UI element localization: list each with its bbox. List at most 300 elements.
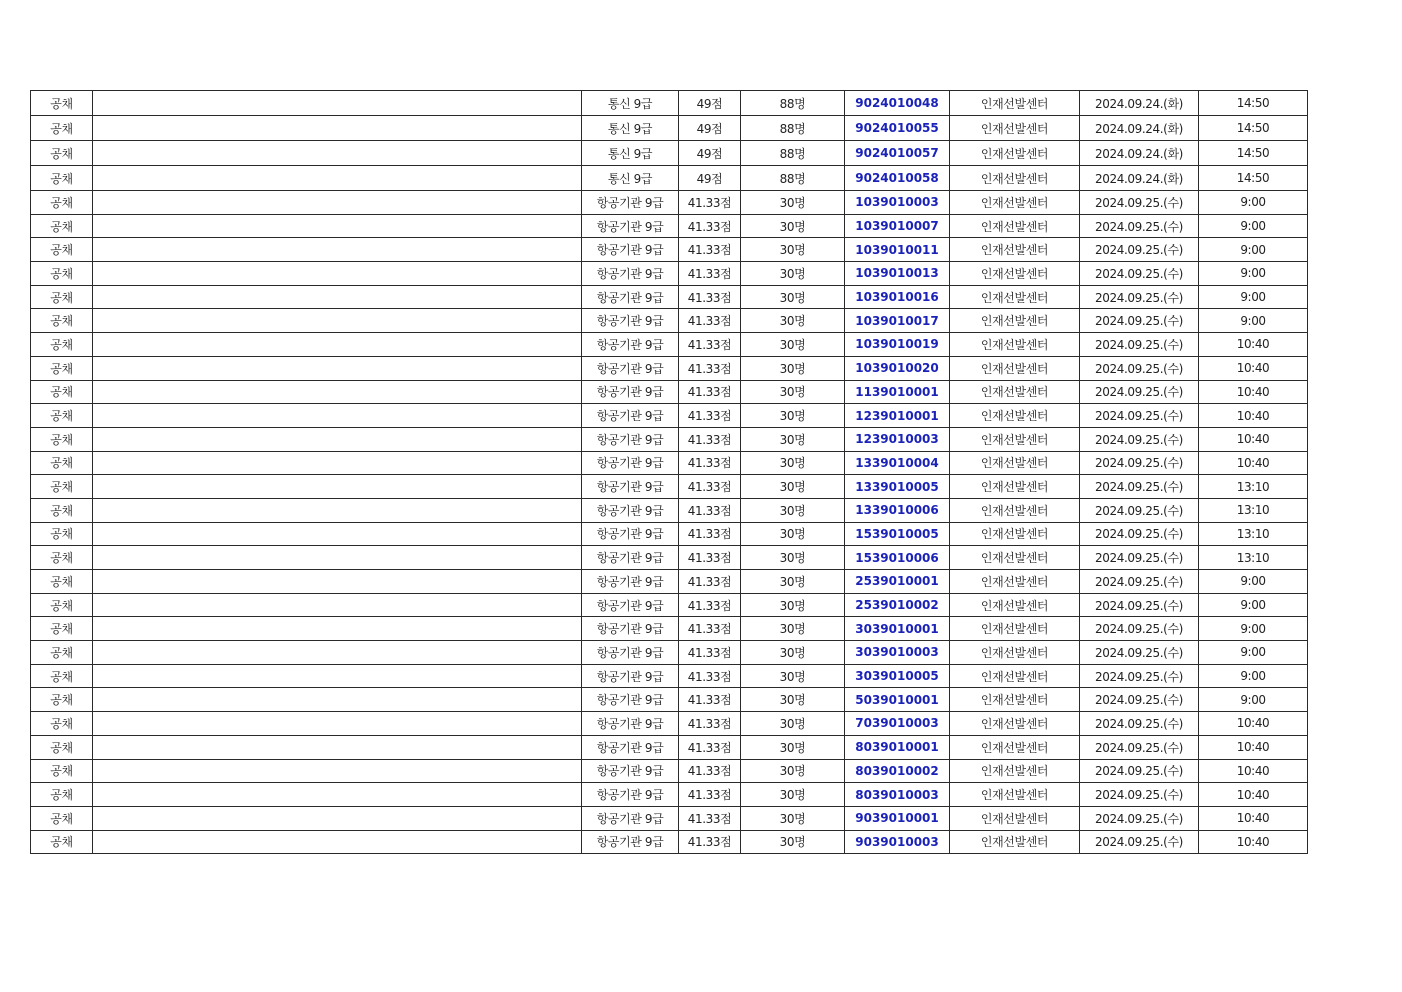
type-cell: 공채 (31, 522, 93, 546)
candidate-id-cell: 8039010001 (845, 735, 950, 759)
count-cell: 30명 (741, 191, 845, 215)
center-cell: 인재선발센터 (950, 214, 1080, 238)
table-row (31, 712, 1308, 736)
blank-cell (93, 806, 582, 830)
table-row (31, 427, 1308, 451)
table-row (31, 641, 1308, 665)
date-cell: 2024.09.24.(화) (1080, 91, 1199, 116)
type-cell: 공채 (31, 238, 93, 262)
time-cell: 10:40 (1199, 380, 1308, 404)
grade-cell: 항공기관 9급 (582, 570, 679, 594)
center-cell: 인재선발센터 (950, 688, 1080, 712)
count-cell: 30명 (741, 427, 845, 451)
grade-cell: 항공기관 9급 (582, 641, 679, 665)
time-cell: 10:40 (1199, 451, 1308, 475)
table-row (31, 214, 1308, 238)
grade-cell: 항공기관 9급 (582, 617, 679, 641)
date-cell: 2024.09.25.(수) (1080, 404, 1199, 428)
type-cell: 공채 (31, 735, 93, 759)
center-cell: 인재선발센터 (950, 238, 1080, 262)
time-cell: 10:40 (1199, 830, 1308, 854)
center-cell: 인재선발센터 (950, 593, 1080, 617)
count-cell: 30명 (741, 546, 845, 570)
time-cell: 10:40 (1199, 759, 1308, 783)
time-cell: 10:40 (1199, 404, 1308, 428)
center-cell: 인재선발센터 (950, 475, 1080, 499)
table-row (31, 570, 1308, 594)
grade-cell: 항공기관 9급 (582, 309, 679, 333)
blank-cell (93, 688, 582, 712)
candidate-id-cell: 9039010003 (845, 830, 950, 854)
date-cell: 2024.09.25.(수) (1080, 617, 1199, 641)
time-cell: 14:50 (1199, 116, 1308, 141)
score-cell: 41.33점 (679, 664, 741, 688)
blank-cell (93, 333, 582, 357)
blank-cell (93, 593, 582, 617)
type-cell: 공채 (31, 783, 93, 807)
time-cell: 10:40 (1199, 333, 1308, 357)
type-cell: 공채 (31, 141, 93, 166)
blank-cell (93, 285, 582, 309)
date-cell: 2024.09.25.(수) (1080, 735, 1199, 759)
count-cell: 30명 (741, 380, 845, 404)
candidate-id-cell: 1039010011 (845, 238, 950, 262)
type-cell: 공채 (31, 806, 93, 830)
center-cell: 인재선발센터 (950, 664, 1080, 688)
table-row (31, 356, 1308, 380)
date-cell: 2024.09.25.(수) (1080, 641, 1199, 665)
count-cell: 88명 (741, 116, 845, 141)
date-cell: 2024.09.25.(수) (1080, 333, 1199, 357)
candidate-id-cell: 1039010017 (845, 309, 950, 333)
type-cell: 공채 (31, 427, 93, 451)
score-cell: 41.33점 (679, 617, 741, 641)
time-cell: 9:00 (1199, 664, 1308, 688)
center-cell: 인재선발센터 (950, 404, 1080, 428)
count-cell: 30명 (741, 451, 845, 475)
type-cell: 공채 (31, 356, 93, 380)
date-cell: 2024.09.24.(화) (1080, 141, 1199, 166)
center-cell: 인재선발센터 (950, 712, 1080, 736)
candidate-id-cell: 1039010007 (845, 214, 950, 238)
score-cell: 41.33점 (679, 380, 741, 404)
grade-cell: 항공기관 9급 (582, 712, 679, 736)
grade-cell: 항공기관 9급 (582, 404, 679, 428)
candidate-id-cell: 9024010058 (845, 166, 950, 191)
type-cell: 공채 (31, 451, 93, 475)
table-row (31, 498, 1308, 522)
date-cell: 2024.09.25.(수) (1080, 214, 1199, 238)
grade-cell: 항공기관 9급 (582, 735, 679, 759)
count-cell: 30명 (741, 617, 845, 641)
center-cell: 인재선발센터 (950, 91, 1080, 116)
date-cell: 2024.09.25.(수) (1080, 783, 1199, 807)
count-cell: 30명 (741, 688, 845, 712)
count-cell: 30명 (741, 404, 845, 428)
candidate-id-cell: 2539010001 (845, 570, 950, 594)
type-cell: 공채 (31, 404, 93, 428)
schedule-table (30, 90, 1308, 854)
date-cell: 2024.09.25.(수) (1080, 498, 1199, 522)
time-cell: 13:10 (1199, 498, 1308, 522)
date-cell: 2024.09.25.(수) (1080, 262, 1199, 286)
blank-cell (93, 427, 582, 451)
candidate-id-cell: 1339010006 (845, 498, 950, 522)
time-cell: 10:40 (1199, 806, 1308, 830)
candidate-id-cell: 1239010003 (845, 427, 950, 451)
candidate-id-cell: 8039010002 (845, 759, 950, 783)
time-cell: 9:00 (1199, 262, 1308, 286)
blank-cell (93, 712, 582, 736)
candidate-id-cell: 1239010001 (845, 404, 950, 428)
table-row (31, 309, 1308, 333)
grade-cell: 항공기관 9급 (582, 262, 679, 286)
grade-cell: 항공기관 9급 (582, 214, 679, 238)
blank-cell (93, 380, 582, 404)
date-cell: 2024.09.25.(수) (1080, 806, 1199, 830)
table-body (31, 91, 1308, 854)
time-cell: 9:00 (1199, 214, 1308, 238)
type-cell: 공채 (31, 166, 93, 191)
score-cell: 41.33점 (679, 830, 741, 854)
time-cell: 10:40 (1199, 712, 1308, 736)
score-cell: 41.33점 (679, 427, 741, 451)
count-cell: 30명 (741, 806, 845, 830)
type-cell: 공채 (31, 759, 93, 783)
grade-cell: 항공기관 9급 (582, 759, 679, 783)
table-row (31, 546, 1308, 570)
date-cell: 2024.09.25.(수) (1080, 688, 1199, 712)
candidate-id-cell: 1139010001 (845, 380, 950, 404)
count-cell: 30명 (741, 356, 845, 380)
candidate-id-cell: 1039010020 (845, 356, 950, 380)
grade-cell: 항공기관 9급 (582, 191, 679, 215)
candidate-id-cell: 1339010005 (845, 475, 950, 499)
grade-cell: 항공기관 9급 (582, 238, 679, 262)
score-cell: 49점 (679, 116, 741, 141)
count-cell: 30명 (741, 498, 845, 522)
date-cell: 2024.09.25.(수) (1080, 546, 1199, 570)
score-cell: 41.33점 (679, 735, 741, 759)
score-cell: 41.33점 (679, 593, 741, 617)
candidate-id-cell: 3039010005 (845, 664, 950, 688)
score-cell: 41.33점 (679, 498, 741, 522)
blank-cell (93, 238, 582, 262)
blank-cell (93, 141, 582, 166)
count-cell: 30명 (741, 214, 845, 238)
table-row (31, 333, 1308, 357)
center-cell: 인재선발센터 (950, 522, 1080, 546)
score-cell: 41.33점 (679, 522, 741, 546)
count-cell: 30명 (741, 238, 845, 262)
time-cell: 9:00 (1199, 309, 1308, 333)
time-cell: 13:10 (1199, 546, 1308, 570)
candidate-id-cell: 3039010003 (845, 641, 950, 665)
center-cell: 인재선발센터 (950, 356, 1080, 380)
type-cell: 공채 (31, 570, 93, 594)
type-cell: 공채 (31, 475, 93, 499)
score-cell: 41.33점 (679, 688, 741, 712)
grade-cell: 항공기관 9급 (582, 664, 679, 688)
center-cell: 인재선발센터 (950, 806, 1080, 830)
type-cell: 공채 (31, 91, 93, 116)
candidate-id-cell: 1539010005 (845, 522, 950, 546)
candidate-id-cell: 7039010003 (845, 712, 950, 736)
count-cell: 88명 (741, 141, 845, 166)
date-cell: 2024.09.25.(수) (1080, 285, 1199, 309)
grade-cell: 통신 9급 (582, 91, 679, 116)
type-cell: 공채 (31, 191, 93, 215)
table-row (31, 191, 1308, 215)
candidate-id-cell: 2539010002 (845, 593, 950, 617)
date-cell: 2024.09.25.(수) (1080, 451, 1199, 475)
type-cell: 공채 (31, 712, 93, 736)
blank-cell (93, 214, 582, 238)
candidate-id-cell: 1039010013 (845, 262, 950, 286)
type-cell: 공채 (31, 214, 93, 238)
center-cell: 인재선발센터 (950, 262, 1080, 286)
score-cell: 41.33점 (679, 309, 741, 333)
table-row (31, 688, 1308, 712)
center-cell: 인재선발센터 (950, 166, 1080, 191)
center-cell: 인재선발센터 (950, 285, 1080, 309)
candidate-id-cell: 5039010001 (845, 688, 950, 712)
score-cell: 41.33점 (679, 451, 741, 475)
blank-cell (93, 546, 582, 570)
date-cell: 2024.09.25.(수) (1080, 593, 1199, 617)
table-row (31, 285, 1308, 309)
date-cell: 2024.09.25.(수) (1080, 759, 1199, 783)
table-row (31, 522, 1308, 546)
candidate-id-cell: 1039010003 (845, 191, 950, 215)
time-cell: 13:10 (1199, 475, 1308, 499)
center-cell: 인재선발센터 (950, 333, 1080, 357)
date-cell: 2024.09.25.(수) (1080, 427, 1199, 451)
time-cell: 9:00 (1199, 191, 1308, 215)
grade-cell: 항공기관 9급 (582, 475, 679, 499)
type-cell: 공채 (31, 116, 93, 141)
date-cell: 2024.09.24.(화) (1080, 116, 1199, 141)
score-cell: 41.33점 (679, 356, 741, 380)
type-cell: 공채 (31, 830, 93, 854)
center-cell: 인재선발센터 (950, 570, 1080, 594)
count-cell: 30명 (741, 475, 845, 499)
count-cell: 30명 (741, 830, 845, 854)
center-cell: 인재선발센터 (950, 735, 1080, 759)
score-cell: 41.33점 (679, 783, 741, 807)
table-row (31, 830, 1308, 854)
candidate-id-cell: 9039010001 (845, 806, 950, 830)
table-row (31, 806, 1308, 830)
blank-cell (93, 617, 582, 641)
count-cell: 30명 (741, 570, 845, 594)
count-cell: 30명 (741, 309, 845, 333)
type-cell: 공채 (31, 498, 93, 522)
center-cell: 인재선발센터 (950, 546, 1080, 570)
candidate-id-cell: 9024010048 (845, 91, 950, 116)
time-cell: 9:00 (1199, 617, 1308, 641)
grade-cell: 항공기관 9급 (582, 546, 679, 570)
count-cell: 30명 (741, 759, 845, 783)
blank-cell (93, 830, 582, 854)
candidate-id-cell: 1039010016 (845, 285, 950, 309)
score-cell: 49점 (679, 91, 741, 116)
blank-cell (93, 759, 582, 783)
type-cell: 공채 (31, 617, 93, 641)
center-cell: 인재선발센터 (950, 191, 1080, 215)
time-cell: 9:00 (1199, 238, 1308, 262)
date-cell: 2024.09.25.(수) (1080, 191, 1199, 215)
blank-cell (93, 522, 582, 546)
grade-cell: 항공기관 9급 (582, 522, 679, 546)
blank-cell (93, 570, 582, 594)
count-cell: 88명 (741, 166, 845, 191)
count-cell: 30명 (741, 593, 845, 617)
score-cell: 41.33점 (679, 712, 741, 736)
center-cell: 인재선발센터 (950, 641, 1080, 665)
date-cell: 2024.09.25.(수) (1080, 356, 1199, 380)
count-cell: 30명 (741, 333, 845, 357)
candidate-id-cell: 1339010004 (845, 451, 950, 475)
table-row (31, 593, 1308, 617)
table-row (31, 141, 1308, 166)
time-cell: 9:00 (1199, 688, 1308, 712)
time-cell: 14:50 (1199, 141, 1308, 166)
score-cell: 41.33점 (679, 806, 741, 830)
table-row (31, 380, 1308, 404)
type-cell: 공채 (31, 688, 93, 712)
blank-cell (93, 498, 582, 522)
score-cell: 41.33점 (679, 404, 741, 428)
grade-cell: 항공기관 9급 (582, 783, 679, 807)
table-row (31, 166, 1308, 191)
blank-cell (93, 166, 582, 191)
candidate-id-cell: 9024010057 (845, 141, 950, 166)
blank-cell (93, 262, 582, 286)
table-row (31, 91, 1308, 116)
grade-cell: 항공기관 9급 (582, 333, 679, 357)
time-cell: 9:00 (1199, 285, 1308, 309)
candidate-id-cell: 9024010055 (845, 116, 950, 141)
count-cell: 30명 (741, 262, 845, 286)
table-row (31, 404, 1308, 428)
score-cell: 49점 (679, 141, 741, 166)
table-row (31, 116, 1308, 141)
blank-cell (93, 191, 582, 215)
type-cell: 공채 (31, 285, 93, 309)
grade-cell: 항공기관 9급 (582, 830, 679, 854)
center-cell: 인재선발센터 (950, 498, 1080, 522)
score-cell: 41.33점 (679, 285, 741, 309)
blank-cell (93, 735, 582, 759)
time-cell: 14:50 (1199, 91, 1308, 116)
type-cell: 공채 (31, 664, 93, 688)
center-cell: 인재선발센터 (950, 451, 1080, 475)
count-cell: 30명 (741, 285, 845, 309)
score-cell: 41.33점 (679, 641, 741, 665)
time-cell: 10:40 (1199, 427, 1308, 451)
table-row (31, 617, 1308, 641)
blank-cell (93, 475, 582, 499)
grade-cell: 항공기관 9급 (582, 427, 679, 451)
date-cell: 2024.09.25.(수) (1080, 309, 1199, 333)
table-row (31, 475, 1308, 499)
grade-cell: 통신 9급 (582, 116, 679, 141)
blank-cell (93, 451, 582, 475)
candidate-id-cell: 1539010006 (845, 546, 950, 570)
type-cell: 공채 (31, 262, 93, 286)
blank-cell (93, 783, 582, 807)
table-row (31, 262, 1308, 286)
count-cell: 30명 (741, 735, 845, 759)
grade-cell: 통신 9급 (582, 166, 679, 191)
table-row (31, 735, 1308, 759)
score-cell: 41.33점 (679, 475, 741, 499)
center-cell: 인재선발센터 (950, 380, 1080, 404)
score-cell: 41.33점 (679, 333, 741, 357)
time-cell: 9:00 (1199, 641, 1308, 665)
date-cell: 2024.09.25.(수) (1080, 475, 1199, 499)
grade-cell: 항공기관 9급 (582, 806, 679, 830)
grade-cell: 통신 9급 (582, 141, 679, 166)
center-cell: 인재선발센터 (950, 830, 1080, 854)
score-cell: 41.33점 (679, 570, 741, 594)
center-cell: 인재선발센터 (950, 427, 1080, 451)
blank-cell (93, 116, 582, 141)
table-row (31, 451, 1308, 475)
blank-cell (93, 641, 582, 665)
count-cell: 88명 (741, 91, 845, 116)
time-cell: 9:00 (1199, 593, 1308, 617)
score-cell: 41.33점 (679, 262, 741, 286)
type-cell: 공채 (31, 641, 93, 665)
date-cell: 2024.09.25.(수) (1080, 712, 1199, 736)
table-row (31, 664, 1308, 688)
blank-cell (93, 309, 582, 333)
date-cell: 2024.09.25.(수) (1080, 380, 1199, 404)
center-cell: 인재선발센터 (950, 759, 1080, 783)
type-cell: 공채 (31, 546, 93, 570)
blank-cell (93, 91, 582, 116)
date-cell: 2024.09.25.(수) (1080, 830, 1199, 854)
time-cell: 10:40 (1199, 735, 1308, 759)
score-cell: 41.33점 (679, 214, 741, 238)
center-cell: 인재선발센터 (950, 783, 1080, 807)
count-cell: 30명 (741, 712, 845, 736)
time-cell: 10:40 (1199, 783, 1308, 807)
time-cell: 10:40 (1199, 356, 1308, 380)
table-row (31, 759, 1308, 783)
center-cell: 인재선발센터 (950, 141, 1080, 166)
center-cell: 인재선발센터 (950, 309, 1080, 333)
count-cell: 30명 (741, 664, 845, 688)
date-cell: 2024.09.24.(화) (1080, 166, 1199, 191)
center-cell: 인재선발센터 (950, 617, 1080, 641)
date-cell: 2024.09.25.(수) (1080, 570, 1199, 594)
score-cell: 49점 (679, 166, 741, 191)
grade-cell: 항공기관 9급 (582, 451, 679, 475)
grade-cell: 항공기관 9급 (582, 285, 679, 309)
grade-cell: 항공기관 9급 (582, 593, 679, 617)
date-cell: 2024.09.25.(수) (1080, 238, 1199, 262)
score-cell: 41.33점 (679, 191, 741, 215)
count-cell: 30명 (741, 783, 845, 807)
candidate-id-cell: 1039010019 (845, 333, 950, 357)
grade-cell: 항공기관 9급 (582, 688, 679, 712)
center-cell: 인재선발센터 (950, 116, 1080, 141)
type-cell: 공채 (31, 380, 93, 404)
blank-cell (93, 404, 582, 428)
